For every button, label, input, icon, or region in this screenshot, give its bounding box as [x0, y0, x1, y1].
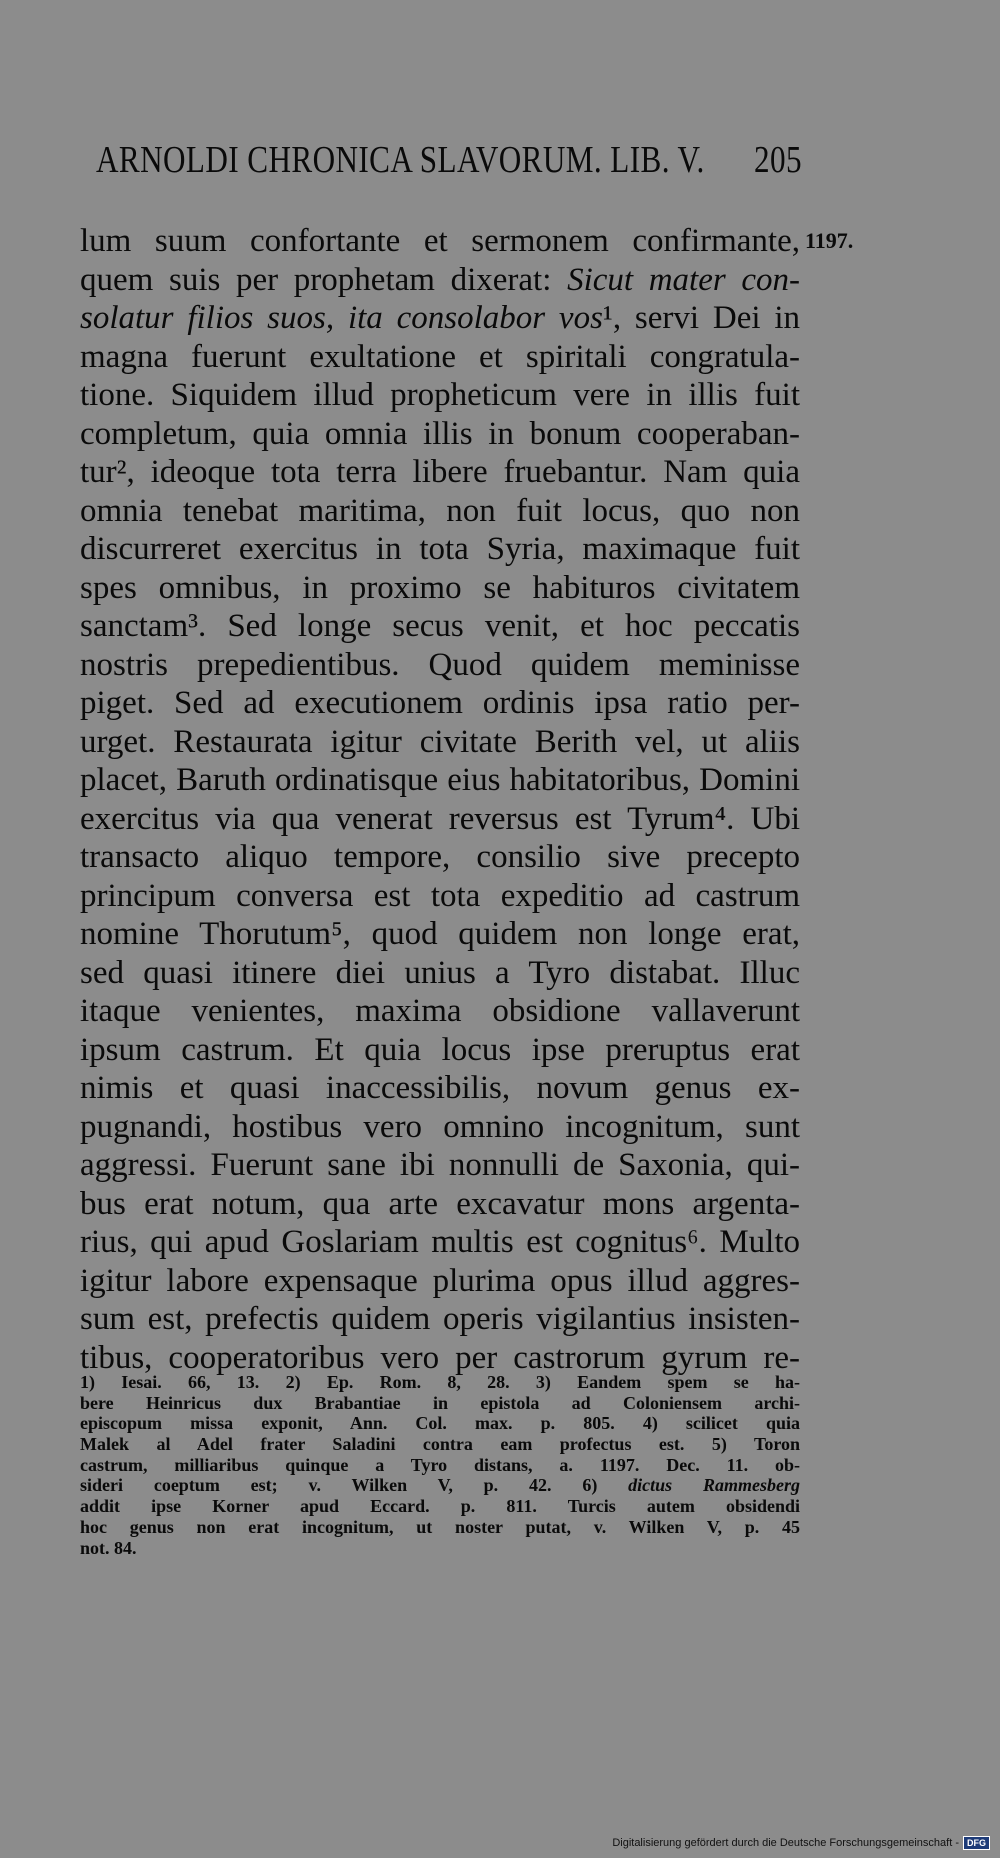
text-line: sed quasi itinere diei unius a Tyro distabat. Illuc: [80, 954, 800, 991]
text-line: itaque venientes, maxima obsidione vallaverunt: [80, 993, 800, 1029]
page-title: ARNOLDI CHRONICA SLAVORUM. LIB. V.: [96, 139, 705, 181]
page-number: 205: [754, 139, 803, 181]
footnote-line: sideri coeptum est; v. Wilken V, p. 42. 6) dictus Rammesberg: [80, 1475, 800, 1496]
dfg-logo: DFG: [963, 1836, 990, 1850]
text-line: solatur filios suos, ita consolabor vos¹, servi Dei in: [80, 300, 800, 336]
text-line: completum, quia omnia illis in bonum cooperaban-: [80, 415, 800, 452]
text-line: bus erat notum, qua arte excavatur mons argenta-: [80, 1185, 800, 1222]
running-header: [96, 138, 802, 182]
margin-year-note: 1197.: [805, 228, 854, 253]
main-text-block: [80, 222, 800, 1377]
text-line: urget. Restaurata igitur civitate Berith vel, ut aliis: [80, 723, 800, 760]
text-line: piget. Sed ad executionem ordinis ipsa ratio per-: [80, 685, 800, 721]
text-line: nomine Thorutum⁵, quod quidem non longe erat,: [80, 916, 800, 952]
text-line: nostris prepedientibus. Quod quidem meminisse: [80, 646, 800, 683]
footnote-line: not. 84.: [80, 1537, 137, 1558]
footnote-line: 1) Iesai. 66, 13. 2) Ep. Rom. 8, 28. 3) Eandem spem se ha-: [80, 1372, 800, 1392]
text-line: sum est, prefectis quidem operis vigilantius insisten-: [80, 1301, 800, 1337]
text-line: aggressi. Fuerunt sane ibi nonnulli de Saxonia, qui-: [80, 1147, 800, 1183]
footnote-line: hoc genus non erat incognitum, ut noster putat, v. Wilken V, p. 45: [80, 1516, 800, 1537]
text-line: tur², ideoque tota terra libere fruebantur. Nam quia: [80, 454, 800, 490]
footnote-line: bere Heinricus dux Brabantiae in epistola ad Coloniensem archi-: [80, 1392, 800, 1413]
text-line: quem suis per prophetam dixerat: Sicut mater con-: [80, 261, 801, 298]
text-line: igitur labore expensaque plurima opus illud aggres-: [80, 1262, 800, 1299]
text-line: tibus, cooperatoribus vero per castrorum gyrum re-: [80, 1339, 800, 1376]
text-line: tione. Siquidem illud propheticum vere in illis fuit: [80, 377, 800, 413]
footnote-line: addit ipse Korner apud Eccard. p. 811. Turcis autem obsidendi: [80, 1496, 800, 1517]
text-line: exercitus via qua venerat reversus est Tyrum⁴. Ubi: [80, 800, 800, 837]
digitization-credit: [612, 1836, 990, 1850]
footnotes-block: [80, 1372, 800, 1558]
text-line: principum conversa est tota expeditio ad castrum: [80, 877, 800, 914]
text-line: lum suum confortante et sermonem confirmante,: [80, 223, 800, 259]
text-line: spes omnibus, in proximo se habituros civitatem: [80, 569, 800, 606]
text-line: placet, Baruth ordinatisque eius habitatoribus, Domini: [80, 762, 800, 798]
text-line: pugnandi, hostibus vero omnino incognitum, sunt: [80, 1108, 800, 1145]
text-line: magna fuerunt exultatione et spiritali congratula-: [80, 338, 800, 375]
text-line: ipsum castrum. Et quia locus ipse preruptus erat: [80, 1031, 800, 1068]
text-line: omnia tenebat maritima, non fuit locus, quo non: [80, 492, 800, 529]
text-line: transacto aliquo tempore, consilio sive precepto: [80, 839, 800, 875]
text-line: discurreret exercitus in tota Syria, maximaque fuit: [80, 531, 800, 567]
text-line: rius, qui apud Goslariam multis est cognitus⁶. Multo: [80, 1224, 800, 1260]
footnote-line: Malek al Adel frater Saladini contra eam profectus est. 5) Toron: [80, 1434, 800, 1455]
text-line: nimis et quasi inaccessibilis, novum genus ex-: [80, 1070, 800, 1106]
footnote-line: castrum, milliaribus quinque a Tyro distans, a. 1197. Dec. 11. ob-: [80, 1454, 800, 1475]
footnote-line: episcopum missa exponit, Ann. Col. max. p. 805. 4) scilicet quia: [80, 1413, 800, 1434]
credit-text: Digitalisierung gefördert durch die Deutsche Forschungsgemeinschaft -: [612, 1837, 959, 1849]
text-line: sanctam³. Sed longe secus venit, et hoc peccatis: [80, 608, 800, 644]
